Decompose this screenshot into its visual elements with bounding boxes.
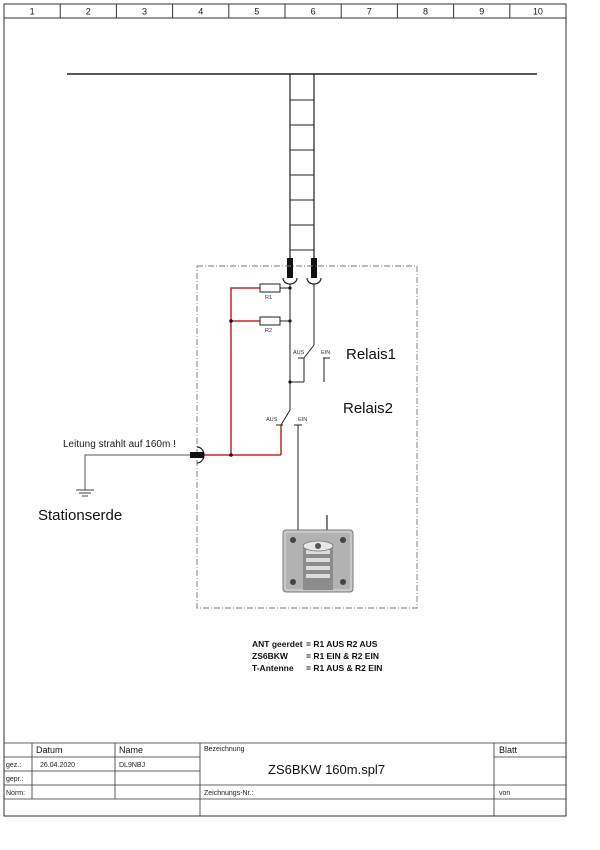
column-number: 5: [254, 6, 260, 17]
title-block: [4, 743, 566, 816]
resistor-r2-label: R2: [265, 328, 273, 334]
column-number: 2: [85, 6, 91, 17]
junction-dot: [229, 453, 233, 457]
resistor-r1-label: R1: [265, 295, 273, 301]
legend-value: = R1 EIN & R2 EIN: [306, 651, 379, 661]
norm-label: Norm:: [6, 790, 26, 797]
junction-dot: [288, 380, 291, 383]
drawing-author: DL9NBJ: [119, 762, 146, 769]
name-header: Name: [119, 745, 144, 755]
resistor-r2: [260, 317, 292, 325]
relais2-ein-label: EIN: [298, 417, 308, 423]
von-label: von: [499, 790, 511, 797]
ground-lead: [85, 455, 190, 490]
leitung-note: Leitung strahlt auf 160m !: [63, 439, 176, 450]
datum-header: Datum: [36, 745, 63, 755]
column-number: 3: [141, 6, 148, 17]
column-dividers: [60, 4, 510, 18]
coax-socket-icon: [283, 515, 353, 592]
relais1-aus-label: AUS: [293, 350, 305, 356]
column-number: 4: [198, 6, 204, 17]
column-number: 1: [29, 6, 35, 17]
relais2-label: Relais2: [343, 400, 394, 417]
black-wiring: [276, 290, 330, 530]
legend-key: ANT geerdet: [252, 639, 303, 649]
column-number: 8: [422, 6, 429, 17]
column-number: 7: [366, 6, 372, 17]
legend-value: = R1 AUS R2 AUS: [306, 639, 378, 649]
zeichnungs-nr-label: Zeichnungs-Nr.:: [204, 790, 254, 797]
ground-icon: [76, 490, 94, 496]
drawing-title: ZS6BKW 160m.spl7: [268, 762, 386, 777]
gepr-label: gepr.:: [6, 776, 24, 783]
ladder-connector-right: [307, 258, 321, 290]
resistor-r1: [260, 284, 292, 292]
red-wiring: [204, 288, 281, 455]
relais2-aus-label: AUS: [266, 417, 278, 423]
legend-value: = R1 AUS & R2 EIN: [306, 663, 383, 673]
blatt-label: Blatt: [499, 745, 518, 755]
sheet-frame: [4, 4, 566, 816]
gez-label: gez.:: [6, 762, 22, 769]
column-numbers: [30, 7, 543, 17]
legend-key: ZS6BKW: [252, 651, 288, 661]
column-number: 6: [310, 6, 316, 17]
ladder-connector-left: [283, 258, 297, 290]
ladder-line: [290, 74, 314, 258]
drawing-date: 26.04.2020: [40, 762, 76, 769]
legend: [252, 639, 382, 673]
column-number: 10: [532, 6, 543, 17]
column-number: 9: [479, 6, 485, 17]
legend-key: T-Antenne: [252, 663, 294, 673]
bezeichnung-label: Bezeichnung: [204, 746, 245, 753]
relais1-ein-label: EIN: [321, 350, 331, 356]
junction-dot: [229, 319, 233, 323]
relais1-label: Relais1: [346, 346, 397, 363]
stationserde-label: Stationserde: [38, 507, 123, 524]
